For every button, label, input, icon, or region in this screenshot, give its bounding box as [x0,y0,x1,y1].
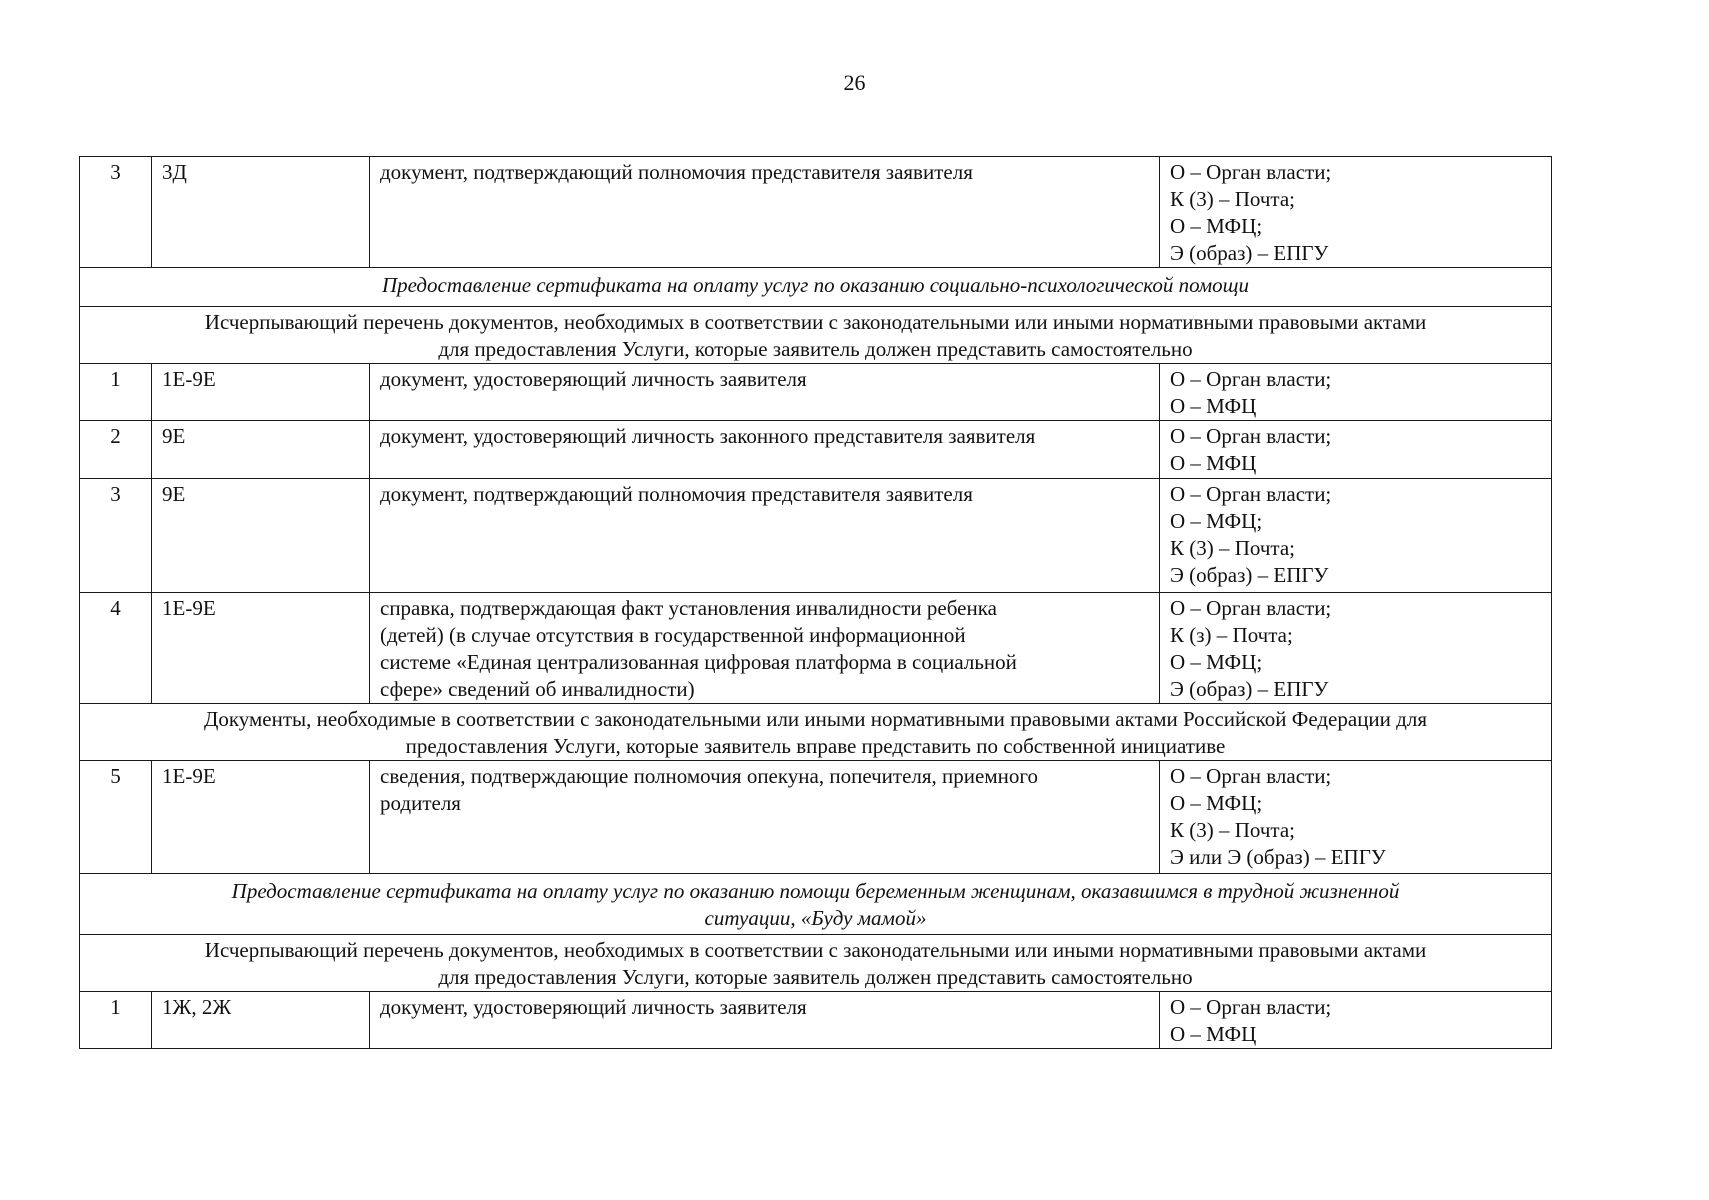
submission-method: О – МФЦ; [1170,791,1263,815]
submission-method: О – Орган власти; [1170,995,1332,1019]
submission-method: О – МФЦ; [1170,509,1263,533]
document-code: 1Е-9Е [152,593,370,704]
subsection-heading-row [80,307,1552,364]
submission-method: О – МФЦ [1170,1022,1257,1046]
section-heading-pregnant-women [80,874,1552,935]
submission-method: О – Орган власти; [1170,424,1332,448]
submission-method: К (3) – Почта; [1170,818,1296,842]
heading-line: для предоставления Услуги, которые заявитель должен представить самостоятельно [438,337,1193,361]
document-name: документ, подтверждающий полномочия представителя заявителя [370,157,1160,268]
document-code: 1Е-9Е [152,761,370,874]
submission-method: О – МФЦ [1170,394,1257,418]
document-code: 9Е [152,421,370,479]
document-name [370,479,1160,593]
document-name-line: (детей) (в случае отсутствия в государственной информационной [380,623,966,647]
row-number: 5 [80,761,152,874]
document-name-line: документ, удостоверяющий личность законного представителя заявителя [380,424,1036,448]
submission-methods [1160,992,1552,1049]
subsection-heading-row [80,704,1552,761]
documents-table [79,156,1552,1049]
heading-line: Исчерпывающий перечень документов, необходимых в соответствии с законодательными или иными нормативными правовыми актами [204,310,1427,334]
submission-method: Э или Э (образ) – ЕПГУ [1170,845,1386,869]
section-heading-row [80,874,1552,935]
table-row [80,421,1552,479]
table-row [80,364,1552,421]
submission-method: Э (образ) – ЕПГУ [1170,677,1329,701]
document-name-line: справка, подтверждающая факт установления инвалидности ребенка [380,596,997,620]
table-row [80,593,1552,704]
document-name-line: документ, удостоверяющий личность заявителя [380,367,807,391]
submission-method: О – МФЦ [1170,451,1257,475]
submission-methods [1160,421,1552,479]
heading-line: предоставления Услуги, которые заявитель вправе представить по собственной инициативе [405,734,1226,758]
submission-method: О – Орган власти; [1170,367,1332,391]
document-code: 1Е-9Е [152,364,370,421]
section-heading-social-psychological: Предоставление сертификата на оплату услуг по оказанию социально-психологической помощи [80,268,1552,307]
required-documents-heading [80,935,1552,992]
heading-line: ситуации, «Буду мамой» [704,906,927,930]
document-name-line: сведения, подтверждающие полномочия опекуна, попечителя, приемного [380,764,1038,788]
document-name-line: документ, подтверждающий полномочия представителя заявителя [380,482,973,506]
document-code: 3Д [152,157,370,268]
submission-method: О – Орган власти; [1170,596,1332,620]
document-name: документ, удостоверяющий личность заявителя [370,992,1160,1049]
submission-method: К (3) – Почта; [1170,536,1296,560]
heading-line: Исчерпывающий перечень документов, необходимых в соответствии с законодательными или иными нормативными правовыми актами [204,938,1427,962]
document-name-line: системе «Единая централизованная цифровая платформа в социальной [380,650,1017,674]
row-number: 3 [80,479,152,593]
document-code: 9Е [152,479,370,593]
submission-method: О – Орган власти; [1170,160,1332,184]
submission-method: О – Орган власти; [1170,764,1332,788]
submission-method: Э (образ) – ЕПГУ [1170,563,1329,587]
submission-method: Э (образ) – ЕПГУ [1170,241,1329,265]
submission-method: К (3) – Почта; [1170,187,1296,211]
document-name [370,421,1160,479]
submission-methods [1160,761,1552,874]
section-heading-row [80,268,1552,307]
document-name-line: сфере» сведений об инвалидности) [380,677,695,701]
submission-method: О – Орган власти; [1170,482,1332,506]
table-row [80,761,1552,874]
table-row [80,479,1552,593]
table-row [80,992,1552,1049]
document-code: 1Ж, 2Ж [152,992,370,1049]
heading-line: Документы, необходимые в соответствии с законодательными или иными нормативными правовыми актами Российской Федерации для [204,707,1427,731]
row-number: 1 [80,992,152,1049]
document-name [370,593,1160,704]
submission-methods [1160,157,1552,268]
submission-method: О – МФЦ; [1170,214,1263,238]
submission-method: К (з) – Почта; [1170,623,1293,647]
submission-method: О – МФЦ; [1170,650,1263,674]
required-documents-heading [80,307,1552,364]
submission-methods [1160,593,1552,704]
subsection-heading-row [80,935,1552,992]
submission-methods [1160,364,1552,421]
table-row [80,157,1552,268]
submission-methods [1160,479,1552,593]
page-number: 26 [843,70,866,95]
document-name [370,761,1160,874]
row-number: 1 [80,364,152,421]
heading-line: для предоставления Услуги, которые заявитель должен представить самостоятельно [438,965,1193,989]
document-name-line: родителя [380,791,461,815]
heading-line: Предоставление сертификата на оплату услуг по оказанию помощи беременным женщинам, оказавшимся в трудной жизненной [231,879,1400,903]
row-number: 2 [80,421,152,479]
row-number: 3 [80,157,152,268]
row-number: 4 [80,593,152,704]
document-name [370,364,1160,421]
optional-documents-heading [80,704,1552,761]
